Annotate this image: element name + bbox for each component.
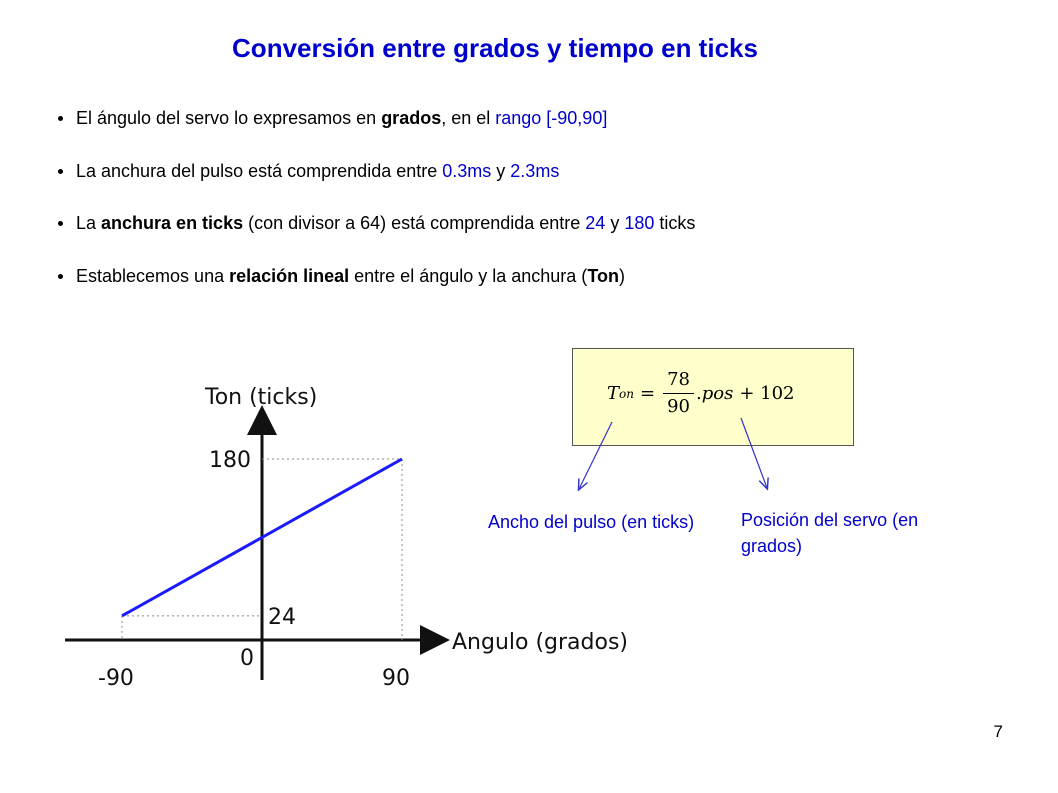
bullet-bold: grados (381, 108, 442, 128)
bullet-text: ticks (654, 213, 696, 233)
bullet-highlight: rango [-90,90] (495, 108, 608, 128)
bullet-highlight: 24 (585, 213, 606, 233)
formula-equals: = (639, 383, 656, 404)
x-axis-label: Angulo (grados) (452, 630, 629, 655)
bullet-text: y (605, 213, 625, 233)
arrow-to-pos (741, 418, 767, 488)
formula-dot: . (695, 383, 702, 404)
formula-subscript: on (619, 386, 634, 401)
annotation-posicion-servo: Posición del servo (en grados) (741, 510, 919, 556)
slide-title: Conversión entre grados y tiempo en ticks (232, 33, 758, 63)
bullet-bold: anchura en ticks (101, 213, 244, 233)
bullet-text: y (491, 160, 511, 181)
arrow-to-ton (579, 422, 612, 489)
formula-variable-pos: pos (701, 383, 734, 404)
bullet-text: El ángulo del servo lo expresamos en (76, 108, 382, 128)
x-tick-label-0: 0 (240, 646, 254, 671)
bullet-text: La anchura del pulso está comprendida entre (76, 160, 443, 181)
y-axis-label: Ton (ticks) (205, 385, 318, 410)
x-tick-label-minus-90: -90 (98, 666, 134, 691)
bullet-bold: relación lineal (229, 265, 350, 286)
x-tick-label-90: 90 (382, 666, 410, 691)
formula-variable-t: T (607, 383, 620, 404)
annotation-ancho-pulso: Ancho del pulso (en ticks) (488, 512, 695, 532)
page-number: 7 (993, 722, 1003, 741)
formula-constant: + 102 (739, 383, 795, 404)
bullet-highlight: 0.3ms (442, 160, 492, 181)
y-tick-label-24: 24 (268, 605, 296, 630)
bullet-highlight: 2.3ms (510, 160, 560, 181)
bullet-text: , en el (441, 108, 496, 128)
bullet-text: (con divisor a 64) está comprendida entre (243, 213, 586, 233)
bullet-text: La (76, 213, 102, 233)
bullet-text: ) (618, 265, 625, 286)
bullet-bold: Ton (587, 265, 619, 286)
y-tick-label-180: 180 (209, 448, 251, 473)
formula-numerator: 78 (663, 369, 694, 394)
bullet-text: Establecemos una (76, 265, 230, 286)
formula-denominator: 90 (667, 396, 690, 417)
bullet-highlight: 180 (624, 213, 655, 233)
bullet-text: entre el ángulo y la anchura ( (349, 265, 588, 286)
